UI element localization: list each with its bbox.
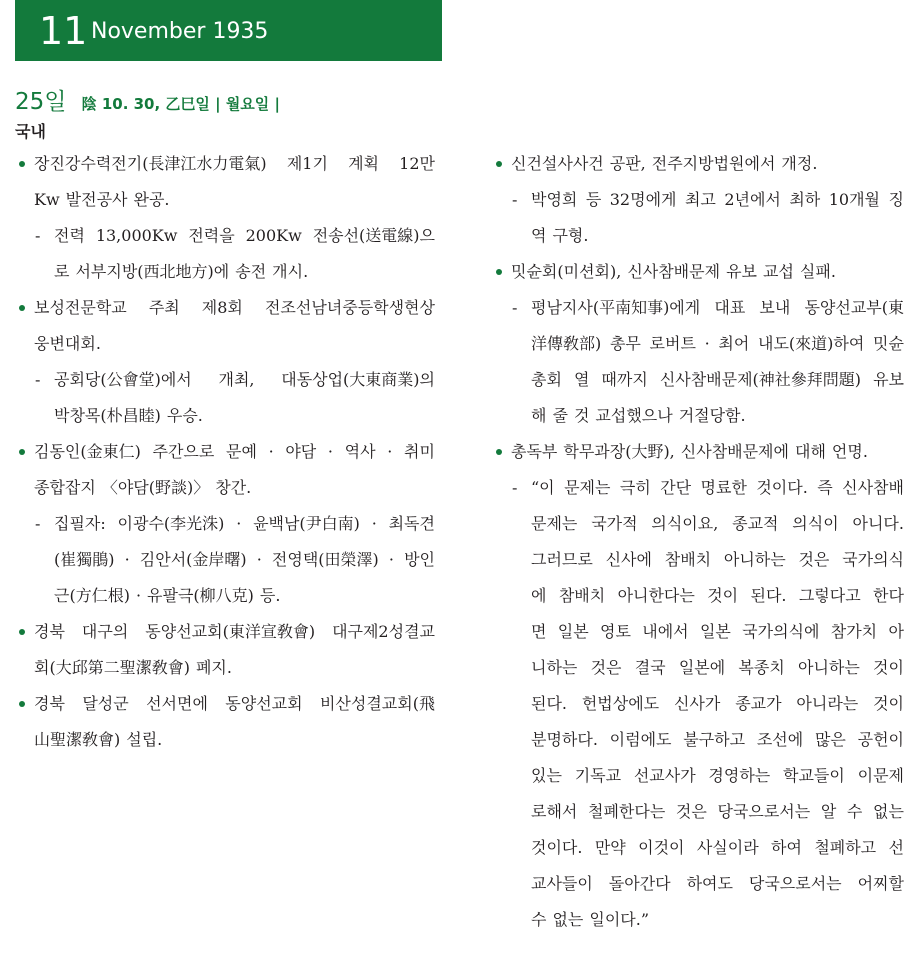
dash-marker: - [512,190,518,209]
news-detail [492,470,904,938]
text-line: 로 서부지방(西北地方)에 송전 개시. [54,262,309,281]
text-line: (崔獨鵑) · 김안서(金岸曙) · 전영택(田榮澤) · 방인 [54,550,435,569]
news-detail [492,182,904,254]
bullet-icon [19,305,25,311]
text-line: 니하는 것은 결국 일본에 복종치 아니하는 것이 [531,658,904,677]
banner-day: 11 [39,9,88,53]
bullet-icon [19,449,25,455]
bullet-icon [19,161,25,167]
text-line: 밋슌회(미션회), 신사참배문제 유보 교섭 실패. [511,262,836,281]
text-line: 김동인(金東仁) 주간으로 문예 · 야담 · 역사 · 취미 [34,442,435,461]
news-item [15,290,435,362]
text-line: 경북 대구의 동양선교회(東洋宣敎會) 대구제2성결교 [34,622,435,641]
right-column [492,146,904,938]
text-line: 해 줄 것 교섭했으나 거절당함. [531,406,746,425]
news-detail [15,218,435,290]
bullet-icon [496,449,502,455]
banner-month-year: November 1935 [91,19,269,44]
news-item [15,614,435,686]
dash-marker: - [35,226,41,245]
news-item [492,434,904,470]
news-item [15,434,435,506]
text-line: 것이다. 만약 이것이 사실이라 하여 철폐하고 선 [531,838,904,857]
text-line: 있는 기독교 선교사가 경영하는 학교들이 이문제 [531,766,904,785]
text-line: 장진강수력전기(長津江水力電氣) 제1기 계획 12만 [34,154,435,173]
text-line: Kw 발전공사 완공. [34,190,170,209]
text-line: 그러므로 신사에 참배치 아니하는 것은 국가의식 [531,550,904,569]
text-line: 교사들이 돌아간다 하여도 당국으로서는 어찌할 [531,874,904,893]
text-line: 山聖潔敎會) 설립. [34,730,163,749]
text-line: 洋傳敎部) 총무 로버트 · 최어 내도(來道)하여 밋슌 [531,334,904,353]
text-line: 신건설사사건 공판, 전주지방법원에서 개정. [511,154,818,173]
dateline-detail: 陰 10. 30, 乙巳일 | 월요일 | [81,95,280,113]
dash-marker: - [35,514,41,533]
dash-marker: - [512,478,518,497]
dash-marker: - [35,370,41,389]
text-line: 근(方仁根) · 유팔극(柳八克) 등. [54,586,281,605]
text-line: 에 참배치 아니한다는 것이 된다. 그렇다고 한다 [531,586,904,605]
news-detail [15,506,435,614]
text-line: 전력 13,000Kw 전력을 200Kw 전송선(送電線)으 [54,226,435,245]
date-banner [15,0,442,61]
text-line: 문제는 국가적 의식이요, 종교적 의식이 아니다. [531,514,904,533]
text-line: 웅변대회. [34,334,101,353]
text-line: 박창목(朴昌睦) 우승. [54,406,203,425]
text-line: 역 구형. [531,226,589,245]
text-line: 총회 열 때까지 신사참배문제(神社參拜問題) 유보 [531,370,904,389]
dateline-day: 25일 [15,89,67,115]
bullet-icon [19,701,25,707]
text-line: 총독부 학무과장(大野), 신사참배문제에 대해 언명. [511,442,868,461]
text-line: 로해서 철폐한다는 것은 당국으로서는 알 수 없는 [531,802,904,821]
bullet-icon [496,161,502,167]
dateline [15,83,280,113]
section-title: 국내 [15,122,46,141]
text-line: 보성전문학교 주최 제8회 전조선남녀중등학생현상 [34,298,435,317]
text-line: 박영희 등 32명에게 최고 2년에서 최하 10개월 징 [531,190,904,209]
news-item [15,686,435,758]
text-line: 회(大邱第二聖潔敎會) 폐지. [34,658,232,677]
bullet-icon [496,269,502,275]
news-item [15,146,435,218]
text-line: 종합잡지 〈야담(野談)〉 창간. [34,478,252,497]
bullet-icon [19,629,25,635]
text-line: 분명하다. 이럼에도 불구하고 조선에 많은 공헌이 [531,730,904,749]
text-line: 집필자: 이광수(李光洙) · 윤백남(尹白南) · 최독견 [54,514,435,533]
news-detail [15,362,435,434]
news-item [492,146,904,182]
text-line: 수 없는 일이다.” [531,910,650,929]
text-line: 평남지사(平南知事)에게 대표 보내 동양선교부(東 [531,298,904,317]
text-line: 면 일본 영토 내에서 일본 국가의식에 참가치 아 [531,622,904,641]
text-line: “이 문제는 극히 간단 명료한 것이다. 즉 신사참배 [531,478,904,497]
text-line: 공회당(公會堂)에서 개최, 대동상업(大東商業)의 [54,370,435,389]
news-item [492,254,904,290]
text-line: 된다. 헌법상에도 신사가 종교가 아니라는 것이 [531,694,904,713]
dash-marker: - [512,298,518,317]
text-line: 경북 달성군 선서면에 동양선교회 비산성결교회(飛 [34,694,435,713]
news-detail [492,290,904,434]
left-column [15,146,435,758]
